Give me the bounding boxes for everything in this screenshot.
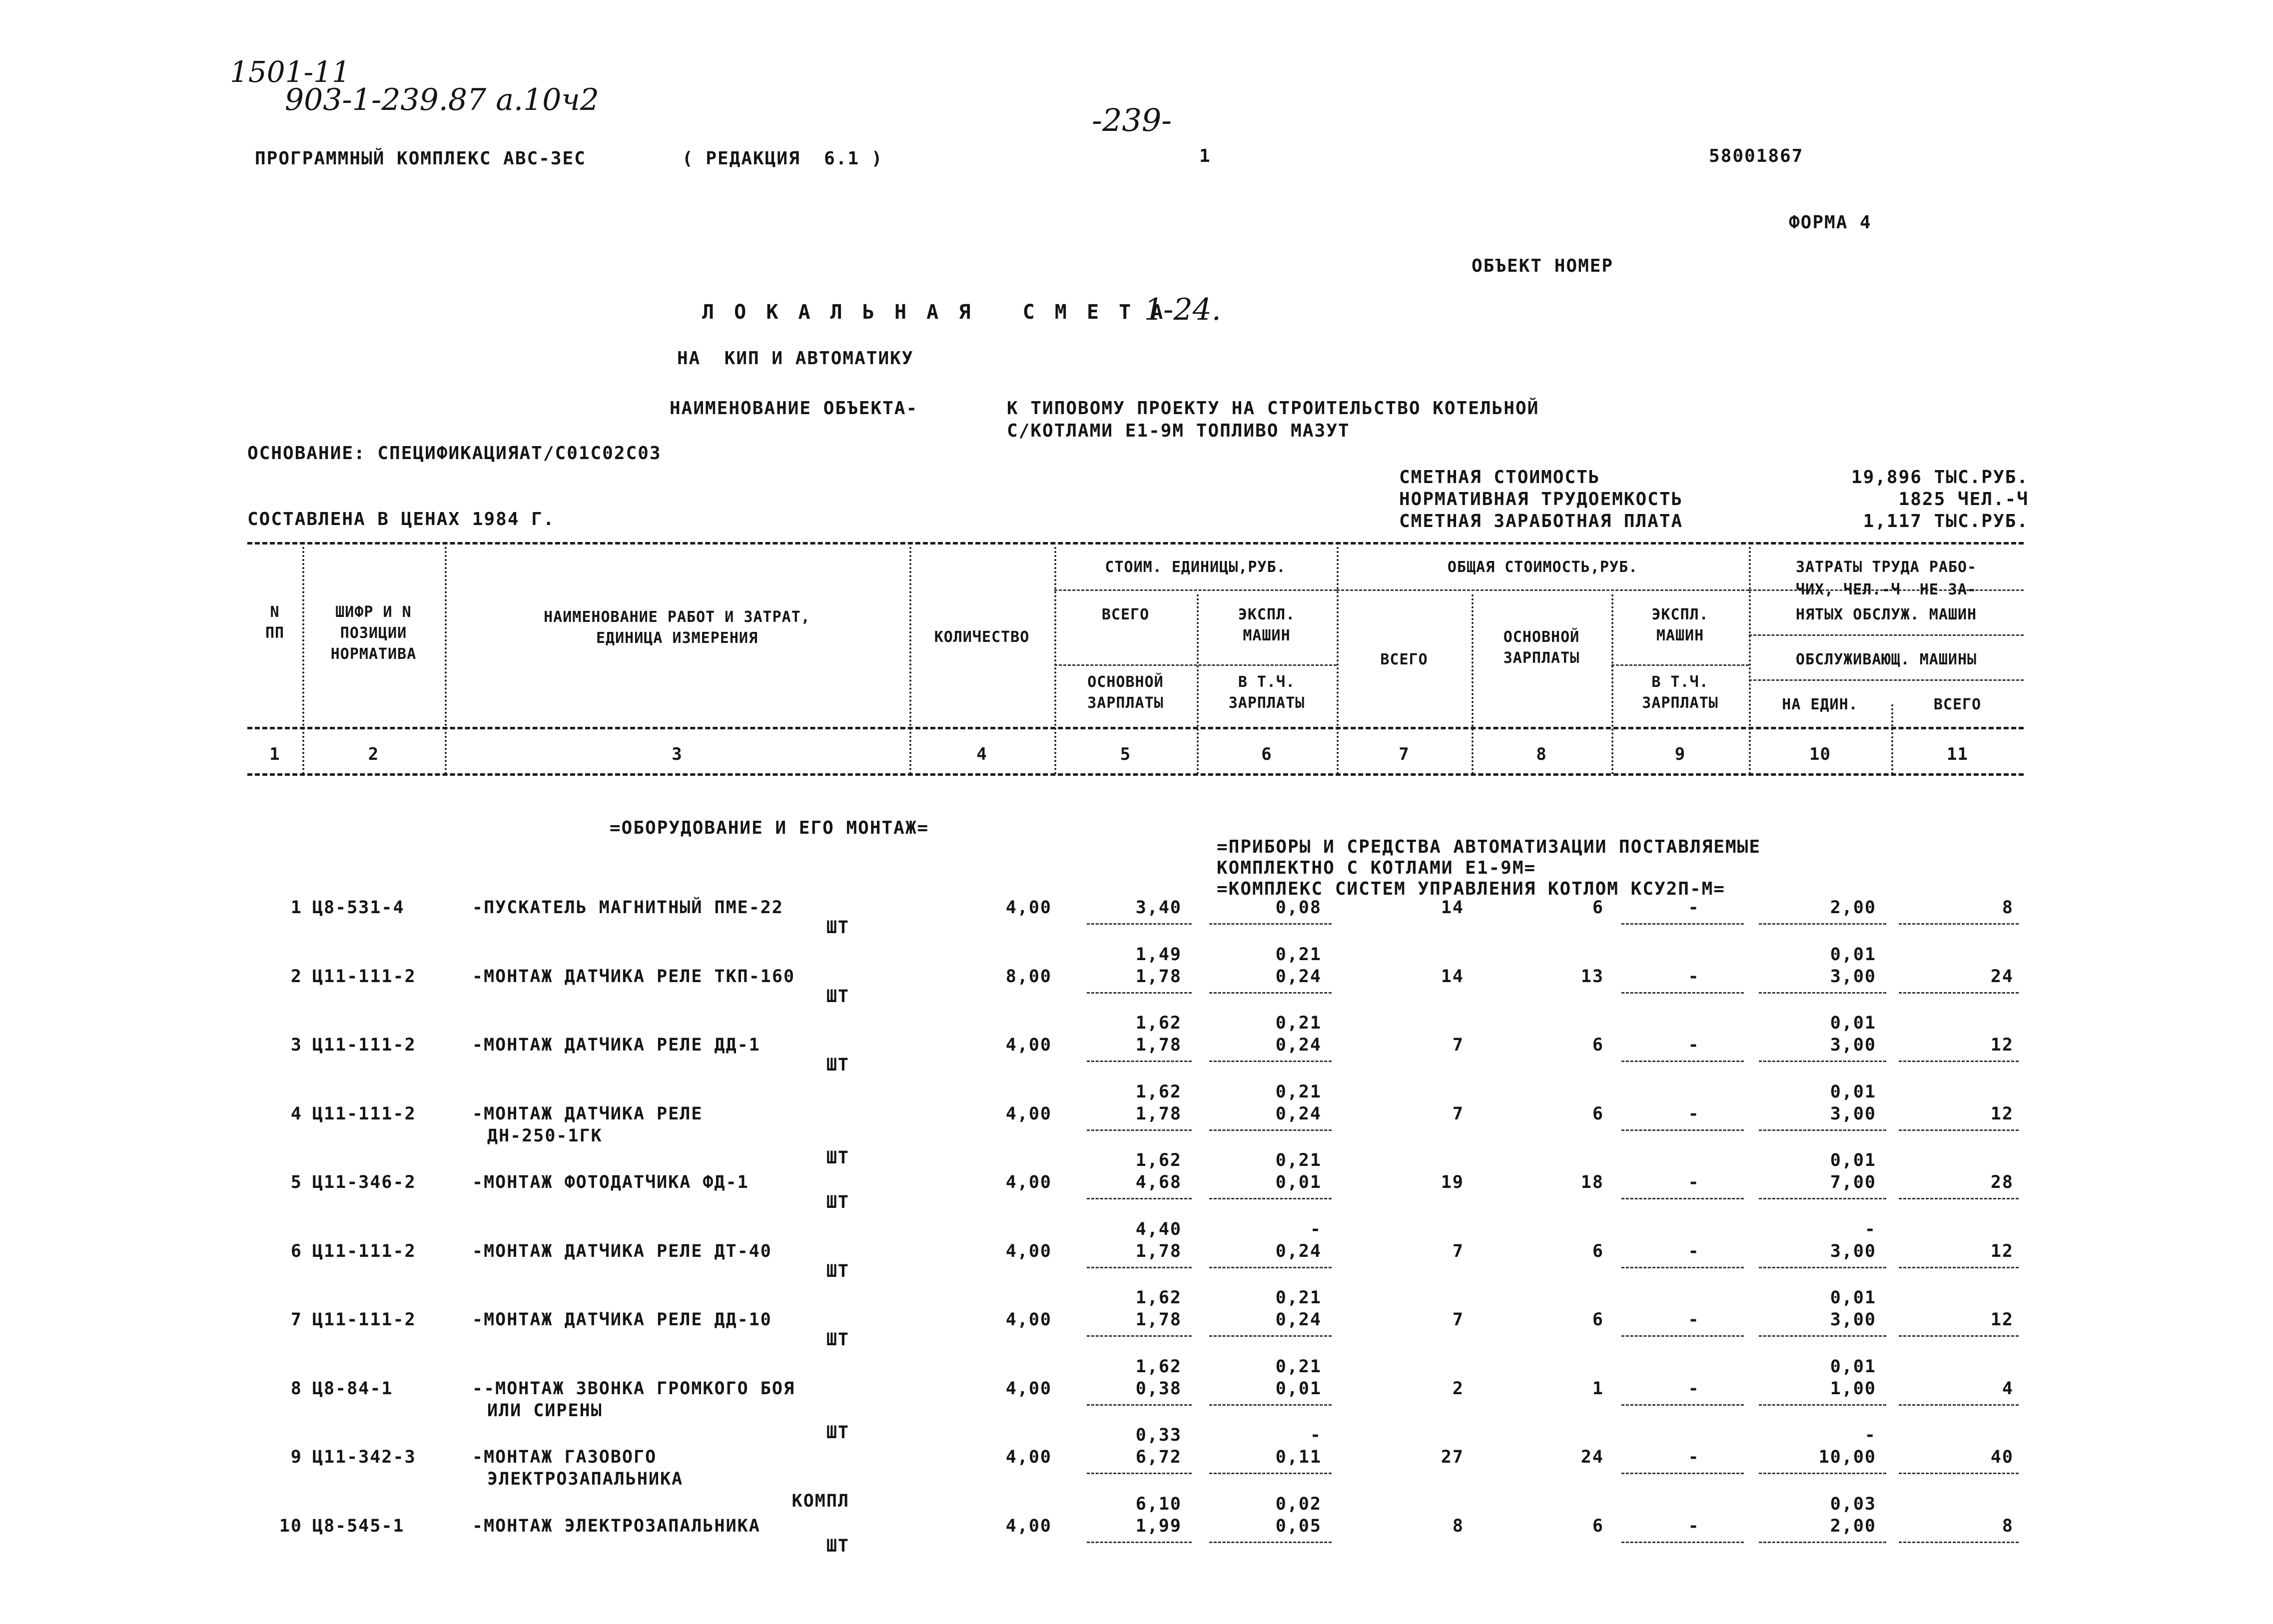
row-quantity: 4,00 — [1005, 1172, 1052, 1192]
col-header-6-top: ЭКСПЛ. МАШИН — [1238, 606, 1296, 644]
row-rule-col10 — [1759, 1061, 1886, 1062]
table-numbers-rule — [247, 773, 2024, 776]
row-rule-col10 — [1759, 1267, 1886, 1268]
row-rule-col5 — [1087, 1129, 1192, 1131]
row-name: -МОНТАЖ ДАТЧИКА РЕЛЕ ДТ-40 — [472, 1241, 772, 1261]
object-name-line1: К ТИПОВОМУ ПРОЕКТУ НА СТРОИТЕЛЬСТВО КОТЕЛЬНОЙ — [1007, 398, 1539, 419]
row-unit-wage: 1,62 — [1135, 1013, 1182, 1033]
row-total: 8 — [1452, 1516, 1464, 1536]
row-labor-unit: 3,00 — [1830, 1104, 1876, 1124]
row-rule-col6 — [1209, 1198, 1332, 1199]
row-unit-machines: 0,05 — [1275, 1516, 1322, 1536]
row-unit: ШТ — [826, 1055, 849, 1075]
object-name-label: НАИМЕНОВАНИЕ ОБЪЕКТА- — [670, 398, 918, 419]
col-header-total-cost: ОБЩАЯ СТОИМОСТЬ,РУБ. — [1447, 558, 1638, 576]
row-total: 2 — [1452, 1379, 1464, 1399]
row-rule-col11 — [1899, 992, 2019, 994]
row-name: -МОНТАЖ ДАТЧИКА РЕЛЕ ДД-10 — [472, 1310, 772, 1330]
row-unit-total: 6,72 — [1135, 1447, 1182, 1467]
row-unit-machines: 0,11 — [1275, 1447, 1322, 1467]
row-labor-machines-unit: 0,01 — [1830, 1082, 1876, 1102]
row-labor-unit: 2,00 — [1830, 1516, 1876, 1536]
col-number-3: 3 — [672, 744, 683, 764]
row-rule-col6 — [1209, 1267, 1332, 1268]
basis: ОСНОВАНИЕ: СПЕЦИФИКАЦИЯАТ/С01С02С03 — [247, 443, 662, 464]
row-rule-col6 — [1209, 1335, 1332, 1337]
summary-value-labor: 1825 ЧЕЛ.-Ч — [1898, 489, 2029, 510]
row-labor-unit: 3,00 — [1830, 1241, 1876, 1261]
row-labor-unit: 1,00 — [1830, 1379, 1876, 1399]
row-rule-col10 — [1759, 1129, 1886, 1131]
row-unit-machine-wage: 0,21 — [1275, 1288, 1322, 1308]
row-code: Ц11-111-2 — [312, 1310, 416, 1330]
row-code: Ц11-346-2 — [312, 1172, 416, 1192]
row-rule-col11 — [1899, 1473, 2019, 1474]
row-quantity: 4,00 — [1005, 898, 1052, 918]
summary-value-cost: 19,896 ТЫС.РУБ. — [1851, 467, 2029, 488]
row-unit: ШТ — [826, 987, 849, 1007]
row-unit-wage: 1,49 — [1135, 945, 1182, 965]
col-header-labor-4: ОБСЛУЖИВАЮЩ. МАШИНЫ — [1795, 651, 1977, 668]
row-total-wage: 1 — [1592, 1379, 1604, 1399]
row-code: Ц11-111-2 — [312, 967, 416, 987]
col-header-10: НА ЕДИН. — [1782, 696, 1858, 713]
col-header-9-top: ЭКСПЛ. МАШИН — [1651, 606, 1709, 644]
col-header-8: ОСНОВНОЙ ЗАРПЛАТЫ — [1503, 628, 1580, 667]
composed-prices: СОСТАВЛЕНА В ЦЕНАХ 1984 Г. — [247, 509, 555, 530]
row-rule-col5 — [1087, 1473, 1192, 1474]
row-unit-machine-wage: - — [1310, 1219, 1322, 1239]
row-labor-machines-unit: 0,01 — [1830, 1013, 1876, 1033]
row-code: Ц11-111-2 — [312, 1241, 416, 1261]
col-header-labor-1: ЗАТРАТЫ ТРУДА РАБО- — [1795, 558, 1977, 576]
row-name: -ПУСКАТЕЛЬ МАГНИТНЫЙ ПМЕ-22 — [472, 898, 783, 918]
row-total-wage: 13 — [1580, 967, 1604, 987]
row-code: Ц8-545-1 — [312, 1516, 405, 1536]
row-total: 14 — [1441, 967, 1464, 987]
row-unit-total: 1,78 — [1135, 1310, 1182, 1330]
col-number-5: 5 — [1120, 744, 1131, 764]
row-unit-wage: 1,62 — [1135, 1082, 1182, 1102]
row-unit-wage: 1,62 — [1135, 1150, 1182, 1170]
row-rule-col11 — [1899, 1129, 2019, 1131]
col-header-number: N ПП — [265, 603, 285, 642]
row-rule-col11 — [1899, 1198, 2019, 1199]
row-labor-total: 40 — [1990, 1447, 2014, 1467]
handwritten-archive-number: 1501-11 — [230, 55, 351, 89]
row-rule-col6 — [1209, 1404, 1332, 1406]
row-rule-col11 — [1899, 1061, 2019, 1062]
row-unit: ШТ — [826, 1330, 849, 1350]
row-unit-machine-wage: 0,21 — [1275, 945, 1322, 965]
col-header-5-bottom: ОСНОВНОЙ ЗАРПЛАТЫ — [1087, 673, 1164, 712]
row-total-machines: - — [1688, 1241, 1700, 1261]
row-labor-total: 24 — [1990, 967, 2014, 987]
row-name: --МОНТАЖ ЗВОНКА ГРОМКОГО БОЯ — [472, 1379, 795, 1399]
row-unit-total: 1,99 — [1135, 1516, 1182, 1536]
row-rule-col9 — [1621, 992, 1744, 994]
row-rule-col10 — [1759, 1335, 1886, 1337]
row-total: 7 — [1452, 1241, 1464, 1261]
row-total-machines: - — [1688, 1310, 1700, 1330]
row-unit: ШТ — [826, 1261, 849, 1281]
row-rule-col5 — [1087, 1061, 1192, 1062]
row-rule-col9 — [1621, 1404, 1744, 1406]
row-labor-machines-unit: - — [1864, 1425, 1876, 1445]
row-unit-machines: 0,24 — [1275, 1035, 1322, 1055]
row-total-machines: - — [1688, 1035, 1700, 1055]
row-total-machines: - — [1688, 1447, 1700, 1467]
row-labor-unit: 3,00 — [1830, 967, 1876, 987]
row-labor-unit: 2,00 — [1830, 898, 1876, 918]
row-number: 5 — [290, 1172, 302, 1192]
row-unit-total: 3,40 — [1135, 898, 1182, 918]
row-code: Ц8-531-4 — [312, 898, 405, 918]
row-number: 2 — [290, 967, 302, 987]
row-unit-machine-wage: 0,21 — [1275, 1013, 1322, 1033]
col-number-9: 9 — [1674, 744, 1686, 764]
program-edition: ( РЕДАКЦИЯ 6.1 ) — [682, 148, 883, 169]
row-rule-col9 — [1621, 1267, 1744, 1268]
row-quantity: 8,00 — [1005, 967, 1052, 987]
row-rule-col6 — [1209, 1061, 1332, 1062]
row-rule-col11 — [1899, 923, 2019, 925]
col-header-labor-2: ЧИХ, ЧЕЛ.-Ч НЕ ЗА- — [1795, 581, 1977, 598]
row-unit-total: 1,78 — [1135, 967, 1182, 987]
row-labor-total: 12 — [1990, 1035, 2014, 1055]
row-unit-machines: 0,01 — [1275, 1379, 1322, 1399]
row-total: 7 — [1452, 1035, 1464, 1055]
row-rule-col10 — [1759, 1542, 1886, 1543]
row-rule-col6 — [1209, 1129, 1332, 1131]
row-unit: ШТ — [826, 918, 849, 938]
row-rule-col9 — [1621, 1061, 1744, 1062]
row-rule-col5 — [1087, 1267, 1192, 1268]
table-top-rule — [247, 542, 2024, 544]
section-title: =ОБОРУДОВАНИЕ И ЕГО МОНТАЖ= — [610, 818, 929, 838]
row-total-wage: 6 — [1592, 1035, 1604, 1055]
program-name: ПРОГРАММНЫЙ КОМПЛЕКС АВС-3ЕС — [255, 148, 586, 169]
col-number-2: 2 — [368, 744, 379, 764]
row-labor-machines-unit: - — [1864, 1219, 1876, 1239]
row-rule-col9 — [1621, 1129, 1744, 1131]
col-number-10: 10 — [1809, 744, 1831, 764]
row-name: -МОНТАЖ ФОТОДАТЧИКА ФД-1 — [472, 1172, 749, 1192]
row-number: 1 — [290, 898, 302, 918]
row-rule-col6 — [1209, 1542, 1332, 1543]
row-labor-total: 28 — [1990, 1172, 2014, 1192]
col-header-name: НАИМЕНОВАНИЕ РАБОТ И ЗАТРАТ, ЕДИНИЦА ИЗМЕРЕНИЯ — [544, 608, 810, 647]
row-total-wage: 18 — [1580, 1172, 1604, 1192]
row-unit: ШТ — [826, 1423, 849, 1443]
row-total: 27 — [1441, 1447, 1464, 1467]
row-unit-machine-wage: 0,21 — [1275, 1357, 1322, 1377]
row-unit: ШТ — [826, 1148, 849, 1168]
row-name: -МОНТАЖ ДАТЧИКА РЕЛЕ — [472, 1104, 703, 1124]
row-total-machines: - — [1688, 1104, 1700, 1124]
row-code: Ц11-342-3 — [312, 1447, 416, 1467]
row-rule-col9 — [1621, 1198, 1744, 1199]
object-number-label: ОБЪЕКТ НОМЕР — [1472, 256, 1614, 276]
row-name: -МОНТАЖ ДАТЧИКА РЕЛЕ ТКП-160 — [472, 967, 795, 987]
row-labor-total: 12 — [1990, 1241, 2014, 1261]
row-number: 9 — [290, 1447, 302, 1467]
col-header-quantity: КОЛИЧЕСТВО — [934, 628, 1030, 646]
row-labor-total: 12 — [1990, 1310, 2014, 1330]
col-number-6: 6 — [1261, 744, 1272, 764]
row-quantity: 4,00 — [1005, 1310, 1052, 1330]
sheet-number: 1 — [1199, 146, 1211, 166]
summary-label-labor: НОРМАТИВНАЯ ТРУДОЕМКОСТЬ — [1399, 489, 1683, 510]
subsection-line-3: =КОМПЛЕКС СИСТЕМ УПРАВЛЕНИЯ КОТЛОМ КСУ2П-М= — [1217, 879, 1725, 899]
row-unit-total: 1,78 — [1135, 1241, 1182, 1261]
row-rule-col6 — [1209, 923, 1332, 925]
row-unit-machines: 0,24 — [1275, 1104, 1322, 1124]
col-number-8: 8 — [1536, 744, 1547, 764]
row-labor-total: 8 — [2002, 898, 2014, 918]
row-rule-col10 — [1759, 1198, 1886, 1199]
row-total-machines: - — [1688, 1379, 1700, 1399]
col-number-11: 11 — [1947, 744, 1968, 764]
form-label: ФОРМА 4 — [1789, 212, 1872, 233]
col-header-labor-3: НЯТЫХ ОБСЛУЖ. МАШИН — [1795, 606, 1977, 623]
row-code: Ц11-111-2 — [312, 1104, 416, 1124]
estimate-number: 1-24. — [1144, 292, 1221, 327]
row-rule-col9 — [1621, 1335, 1744, 1337]
summary-label-wage: СМЕТНАЯ ЗАРАБОТНАЯ ПЛАТА — [1399, 511, 1683, 532]
row-rule-col10 — [1759, 1404, 1886, 1406]
summary-value-wage: 1,117 ТЫС.РУБ. — [1863, 511, 2029, 532]
page-number: -239- — [1092, 102, 1172, 138]
row-labor-unit: 7,00 — [1830, 1172, 1876, 1192]
col-header-6-bottom: В Т.Ч. ЗАРПЛАТЫ — [1228, 673, 1305, 712]
row-unit: КОМПЛ — [791, 1491, 849, 1511]
row-total: 19 — [1441, 1172, 1464, 1192]
col-header-11: ВСЕГО — [1933, 696, 1982, 713]
row-rule-col6 — [1209, 992, 1332, 994]
col-header-5-top: ВСЕГО — [1101, 606, 1150, 623]
row-labor-machines-unit: 0,01 — [1830, 1288, 1876, 1308]
row-number: 8 — [290, 1379, 302, 1399]
row-quantity: 4,00 — [1005, 1035, 1052, 1055]
col-header-7: ВСЕГО — [1380, 651, 1428, 668]
row-unit-machines: 0,24 — [1275, 1310, 1322, 1330]
row-unit-machines: 0,01 — [1275, 1172, 1322, 1192]
row-rule-col9 — [1621, 923, 1744, 925]
row-unit-machines: 0,08 — [1275, 898, 1322, 918]
row-labor-machines-unit: 0,03 — [1830, 1494, 1876, 1514]
row-rule-col10 — [1759, 1473, 1886, 1474]
row-number: 6 — [290, 1241, 302, 1261]
row-rule-col5 — [1087, 1404, 1192, 1406]
row-quantity: 4,00 — [1005, 1241, 1052, 1261]
row-name-continued: ДН-250-1ГК — [487, 1126, 603, 1146]
row-quantity: 4,00 — [1005, 1379, 1052, 1399]
row-rule-col11 — [1899, 1542, 2019, 1543]
row-code: Ц8-84-1 — [312, 1379, 393, 1399]
row-rule-col9 — [1621, 1473, 1744, 1474]
row-number: 7 — [290, 1310, 302, 1330]
row-unit-total: 4,68 — [1135, 1172, 1182, 1192]
row-rule-col5 — [1087, 992, 1192, 994]
row-total: 14 — [1441, 898, 1464, 918]
handwritten-project-code: 903-1-239.87 а.10ч2 — [285, 82, 599, 117]
row-labor-total: 8 — [2002, 1516, 2014, 1536]
row-number: 4 — [290, 1104, 302, 1124]
row-labor-unit: 3,00 — [1830, 1310, 1876, 1330]
row-labor-machines-unit: 0,01 — [1830, 1357, 1876, 1377]
row-rule-col5 — [1087, 923, 1192, 925]
estimate-subject: НА КИП И АВТОМАТИКУ — [677, 348, 914, 369]
row-total-machines: - — [1688, 1516, 1700, 1536]
row-number: 10 — [279, 1516, 302, 1536]
row-quantity: 4,00 — [1005, 1516, 1052, 1536]
row-unit-machines: 0,24 — [1275, 967, 1322, 987]
row-quantity: 4,00 — [1005, 1104, 1052, 1124]
row-number: 3 — [290, 1035, 302, 1055]
document-title: Л О К А Л Ь Н А Я С М Е Т А — [702, 301, 1167, 324]
row-rule-col6 — [1209, 1473, 1332, 1474]
row-unit-machine-wage: 0,21 — [1275, 1082, 1322, 1102]
row-total: 7 — [1452, 1310, 1464, 1330]
row-unit-wage: 4,40 — [1135, 1219, 1182, 1239]
row-name-continued: ИЛИ СИРЕНЫ — [487, 1401, 603, 1421]
row-labor-unit: 10,00 — [1818, 1447, 1876, 1467]
row-labor-total: 12 — [1990, 1104, 2014, 1124]
row-total-wage: 6 — [1592, 1516, 1604, 1536]
row-labor-unit: 3,00 — [1830, 1035, 1876, 1055]
col-header-unit-cost: СТОИМ. ЕДИНИЦЫ,РУБ. — [1105, 558, 1286, 576]
subsection-line-1: =ПРИБОРЫ И СРЕДСТВА АВТОМАТИЗАЦИИ ПОСТАВЛЯЕМЫЕ — [1217, 837, 1761, 857]
row-total-wage: 6 — [1592, 1310, 1604, 1330]
col-number-1: 1 — [269, 744, 280, 764]
row-total-wage: 6 — [1592, 898, 1604, 918]
row-name: -МОНТАЖ ДАТЧИКА РЕЛЕ ДД-1 — [472, 1035, 760, 1055]
row-rule-col11 — [1899, 1267, 2019, 1268]
row-unit-machine-wage: 0,02 — [1275, 1494, 1322, 1514]
row-unit-machine-wage: - — [1310, 1425, 1322, 1445]
row-rule-col9 — [1621, 1542, 1744, 1543]
subsection-line-2: КОМПЛЕКТНО С КОТЛАМИ Е1-9М= — [1217, 858, 1536, 878]
row-code: Ц11-111-2 — [312, 1035, 416, 1055]
row-unit-total: 1,78 — [1135, 1104, 1182, 1124]
row-labor-machines-unit: 0,01 — [1830, 1150, 1876, 1170]
row-unit-wage: 0,33 — [1135, 1425, 1182, 1445]
row-rule-col5 — [1087, 1198, 1192, 1199]
row-rule-col10 — [1759, 992, 1886, 994]
row-unit-wage: 6,10 — [1135, 1494, 1182, 1514]
col-header-9-bottom: В Т.Ч. ЗАРПЛАТЫ — [1642, 673, 1718, 712]
row-rule-col11 — [1899, 1404, 2019, 1406]
row-rule-col5 — [1087, 1542, 1192, 1543]
row-total-machines: - — [1688, 898, 1700, 918]
row-total-machines: - — [1688, 967, 1700, 987]
object-name-line2: С/КОТЛАМИ Е1-9М ТОПЛИВО МАЗУТ — [1007, 421, 1350, 441]
document-code: 58001867 — [1709, 146, 1804, 166]
row-name: -МОНТАЖ ЭЛЕКТРОЗАПАЛЬНИКА — [472, 1516, 760, 1536]
col-header-code: ШИФР И N ПОЗИЦИИ НОРМАТИВА — [330, 603, 417, 663]
summary-label-cost: СМЕТНАЯ СТОИМОСТЬ — [1399, 467, 1600, 488]
row-rule-col11 — [1899, 1335, 2019, 1337]
row-total-wage: 6 — [1592, 1241, 1604, 1261]
row-labor-machines-unit: 0,01 — [1830, 945, 1876, 965]
row-total-machines: - — [1688, 1172, 1700, 1192]
row-unit-wage: 1,62 — [1135, 1288, 1182, 1308]
row-unit-total: 0,38 — [1135, 1379, 1182, 1399]
row-rule-col5 — [1087, 1335, 1192, 1337]
row-unit-machine-wage: 0,21 — [1275, 1150, 1322, 1170]
row-total: 7 — [1452, 1104, 1464, 1124]
row-unit-wage: 1,62 — [1135, 1357, 1182, 1377]
row-quantity: 4,00 — [1005, 1447, 1052, 1467]
col-number-7: 7 — [1399, 744, 1410, 764]
col-number-4: 4 — [976, 744, 987, 764]
row-unit-machines: 0,24 — [1275, 1241, 1322, 1261]
table-header-rule — [247, 727, 2024, 729]
row-total-wage: 6 — [1592, 1104, 1604, 1124]
row-unit: ШТ — [826, 1536, 849, 1556]
row-unit: ШТ — [826, 1192, 849, 1212]
row-name-continued: ЭЛЕКТРОЗАПАЛЬНИКА — [487, 1469, 684, 1489]
row-labor-total: 4 — [2002, 1379, 2014, 1399]
row-total-wage: 24 — [1580, 1447, 1604, 1467]
row-rule-col10 — [1759, 923, 1886, 925]
row-unit-total: 1,78 — [1135, 1035, 1182, 1055]
row-name: -МОНТАЖ ГАЗОВОГО — [472, 1447, 657, 1467]
